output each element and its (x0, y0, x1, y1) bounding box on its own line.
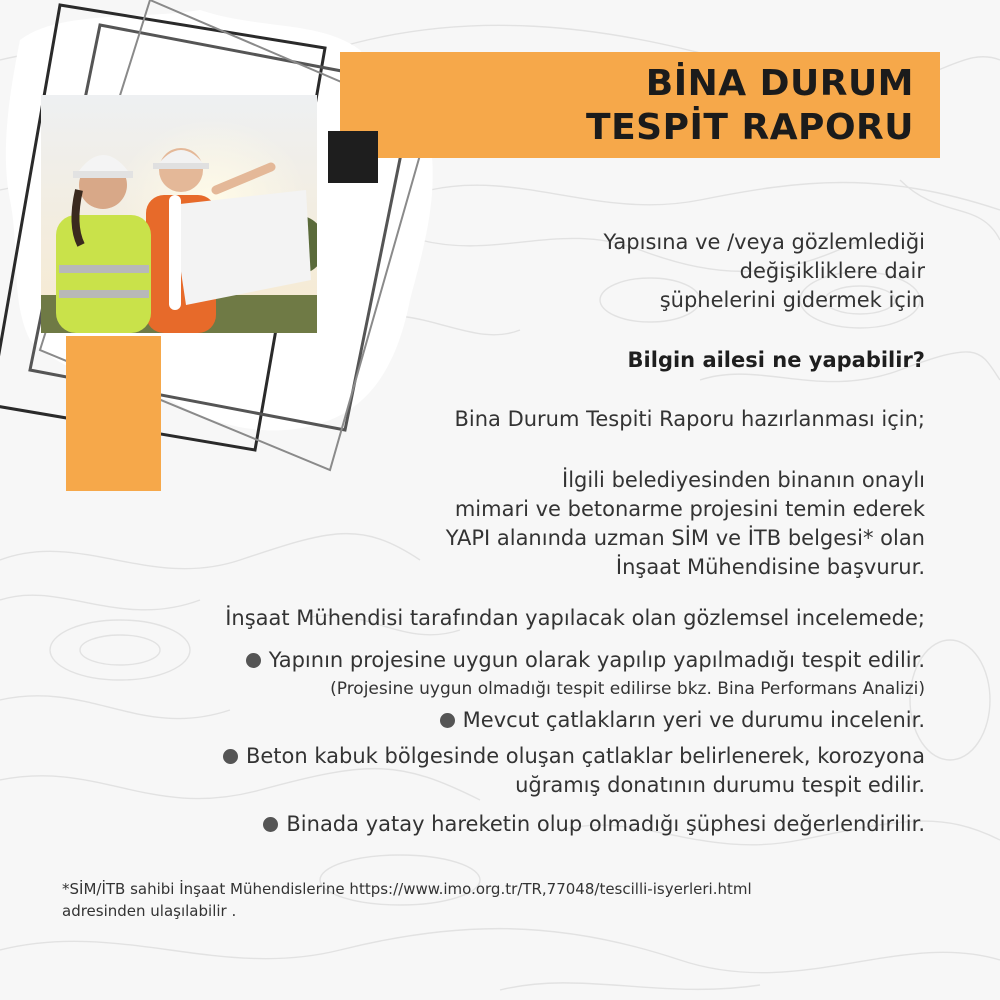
inspection-intro: İnşaat Mühendisi tarafından yapılacak olan gözlemsel incelemede; (225, 606, 925, 630)
footnote (62, 878, 752, 922)
bullet-item-3 (223, 742, 925, 800)
report-line: Bina Durum Tespiti Raporu hazırlanması için; (454, 407, 925, 431)
bullet-icon (223, 749, 238, 764)
bullet-3-text-line-1: Beton kabuk bölgesinde oluşan çatlaklar belirlenerek, korozyona (245, 744, 925, 768)
bullet-icon (263, 817, 278, 832)
footnote-line-2: adresinden ulaşılabilir . (62, 902, 237, 920)
bullet-icon (246, 653, 261, 668)
steps-line-2: mimari ve betonarme projesini temin ederek (454, 497, 925, 521)
decorative-orange-block (66, 336, 161, 491)
intro-line-1: Yapısına ve /veya gözlemlediği (603, 230, 925, 254)
steps-line-1: İlgili belediyesinden binanın onaylı (562, 468, 925, 492)
bullet-1-note: (Projesine uygun olmadığı tespit edilirse bkz. Bina Performans Analizi) (330, 679, 925, 699)
steps-text (446, 466, 925, 582)
question-heading: Bilgin ailesi ne yapabilir? (627, 348, 925, 372)
engineers-photo (41, 95, 317, 333)
bullet-item-2 (440, 706, 925, 735)
title-line-1: BİNA DURUM (645, 63, 914, 104)
bullet-4-text: Binada yatay hareketin olup olmadığı şüphesi değerlendirilir. (286, 812, 925, 836)
intro-text (603, 228, 925, 315)
steps-line-3: YAPI alanında uzman SİM ve İTB belgesi* olan (445, 526, 925, 550)
bullet-1-text: Yapının projesine uygun olarak yapılıp yapılmadığı tespit edilir. (268, 648, 925, 672)
title-line-2: TESPİT RAPORU (586, 107, 914, 148)
page-title (586, 62, 914, 150)
bullet-icon (440, 713, 455, 728)
bullet-3-text-line-2: uğramış donatının durumu tespit edilir. (515, 773, 925, 797)
bullet-item-4 (263, 810, 925, 839)
footnote-line-1: *SİM/İTB sahibi İnşaat Mühendislerine https://www.imo.org.tr/TR,77048/tescilli-isyerleri.html (62, 880, 752, 898)
intro-line-2: değişikliklere dair (739, 259, 925, 283)
title-banner (340, 52, 940, 158)
bullet-2-text: Mevcut çatlakların yeri ve durumu incelenir. (462, 708, 925, 732)
bullet-item-1 (246, 646, 925, 704)
intro-line-3: şüphelerini gidermek için (659, 288, 925, 312)
steps-line-4: İnşaat Mühendisine başvurur. (615, 555, 925, 579)
decorative-black-square (328, 131, 378, 183)
